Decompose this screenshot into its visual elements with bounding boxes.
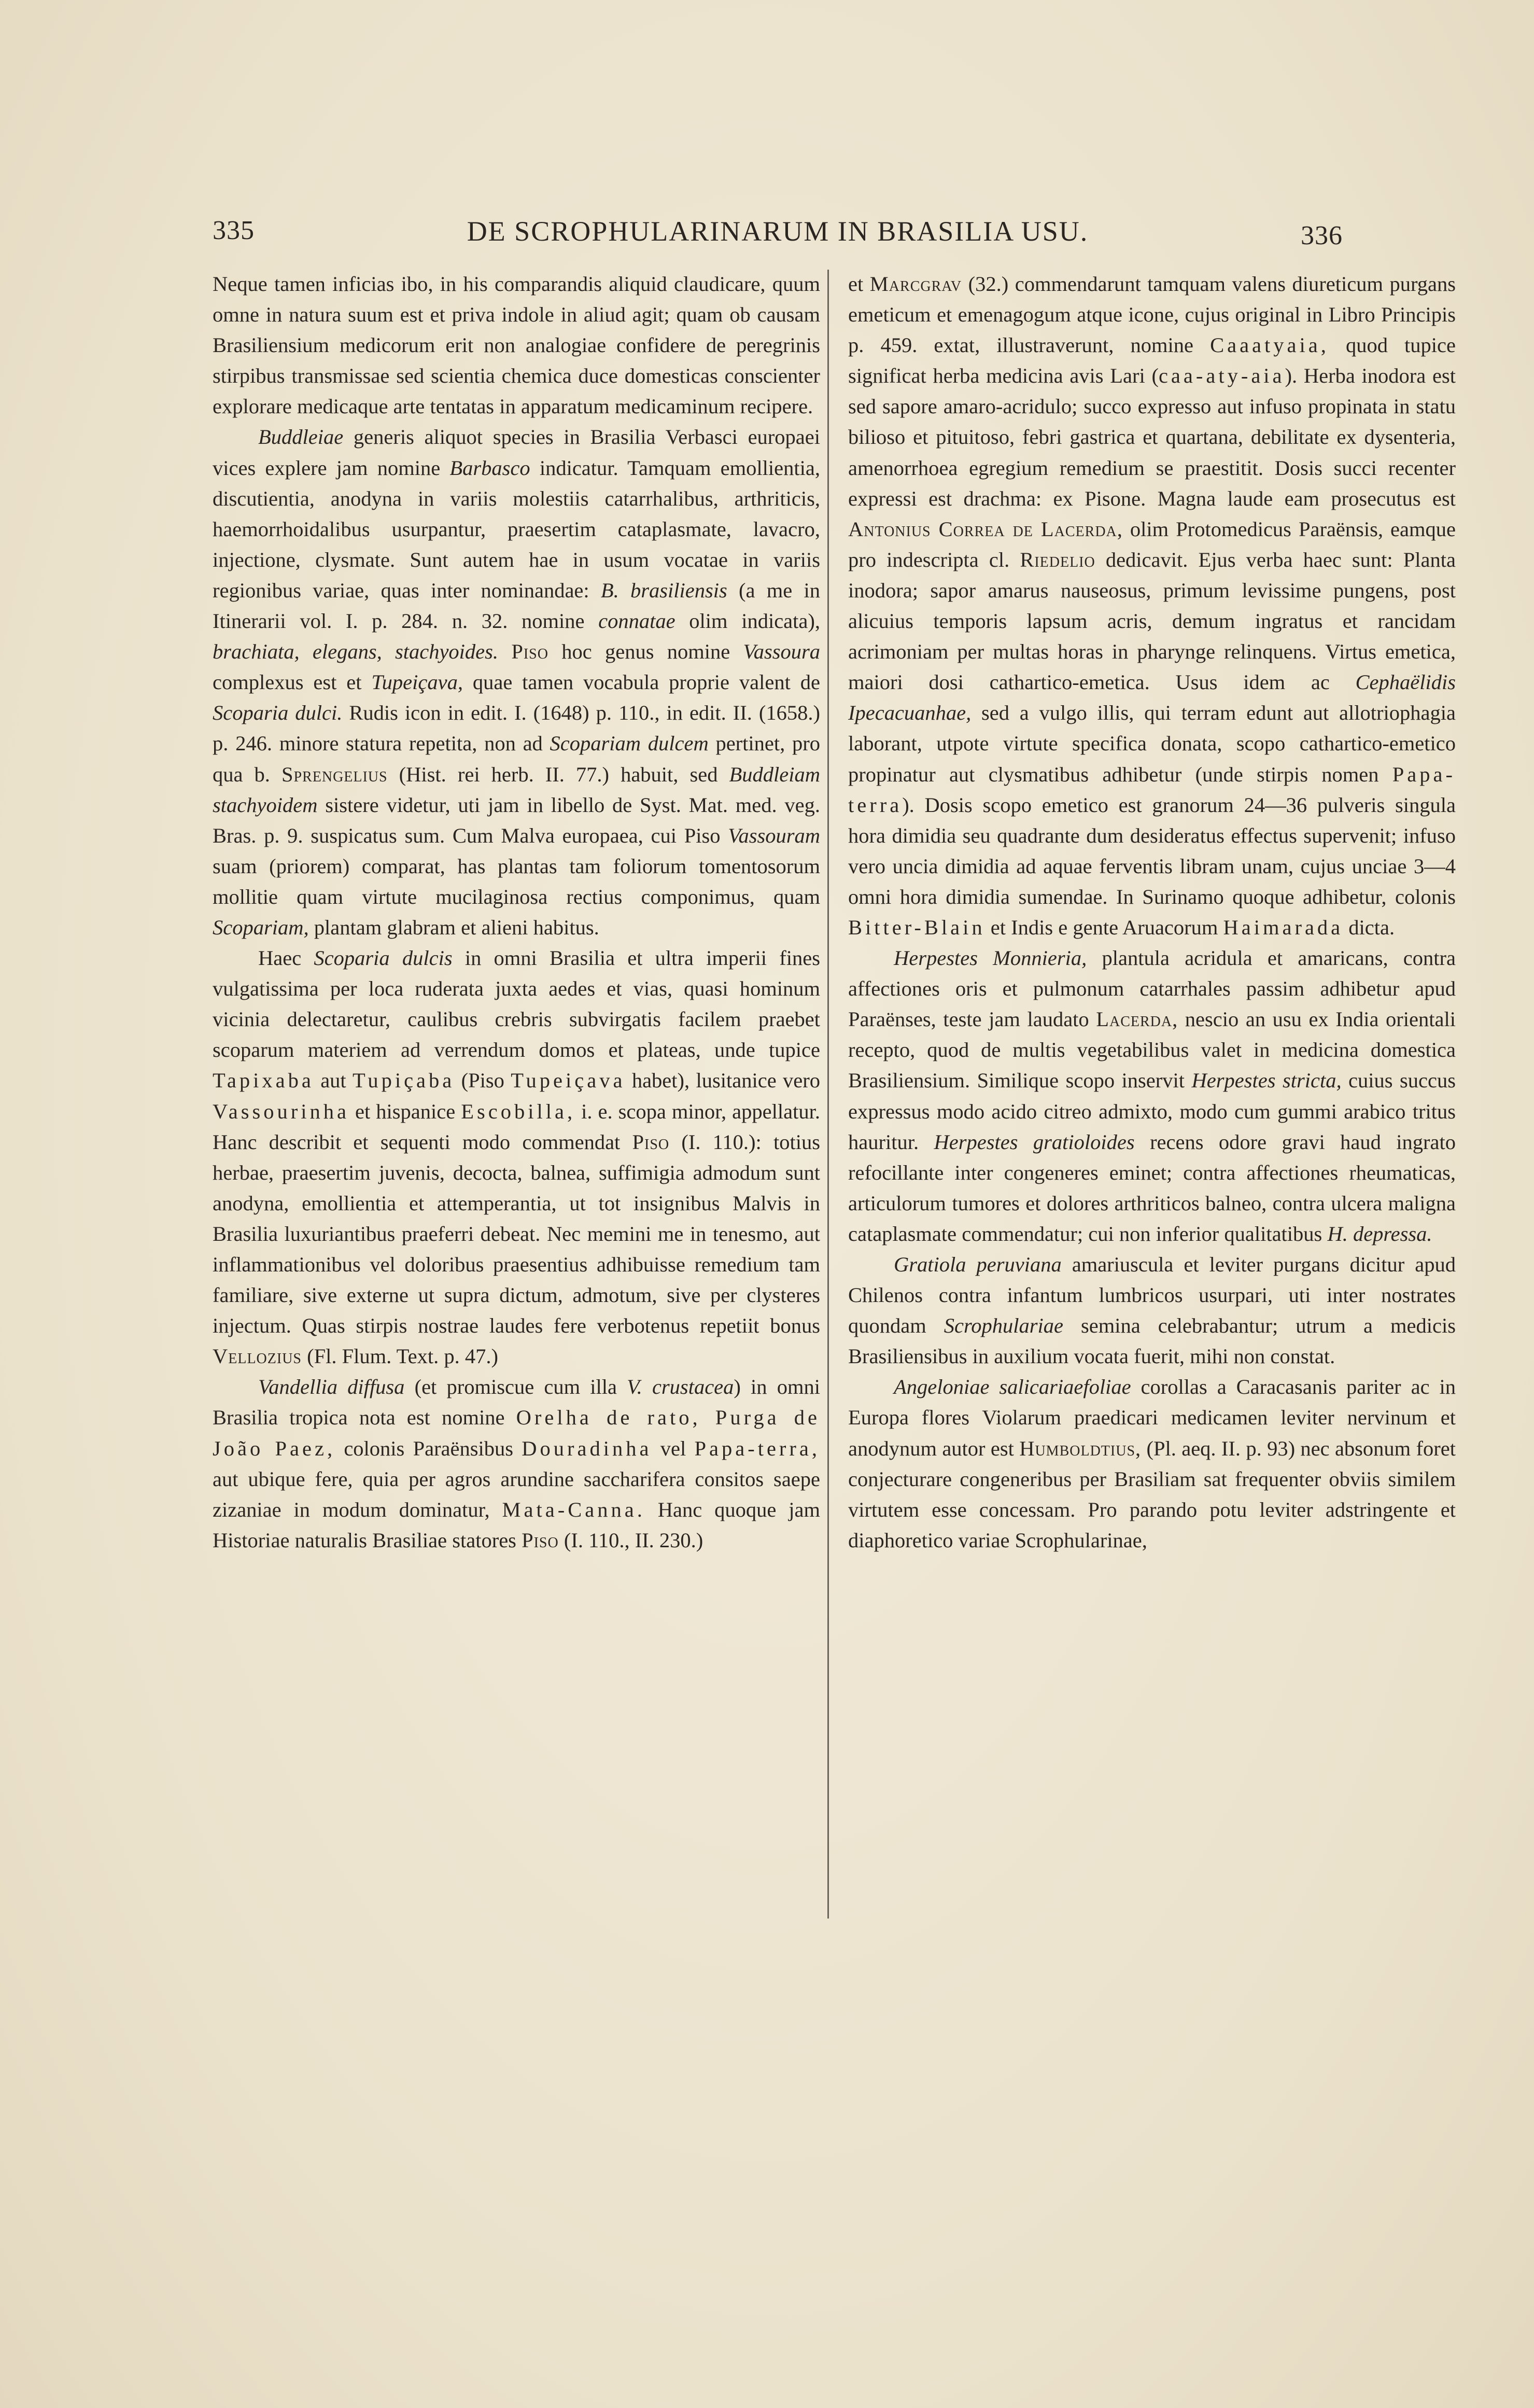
vernacular-name: Tupeiçava, bbox=[371, 670, 463, 694]
author-name: Lacerda, bbox=[1096, 1007, 1178, 1031]
paragraph bbox=[213, 1371, 820, 1556]
taxon-name: Scoparia dulci. bbox=[213, 701, 343, 725]
text-run: corollas a Caracasanis pariter ac in Europa flores Violarum praedicari medicamen leviter nervinum et anodynum autor est bbox=[848, 1375, 1456, 1460]
author-name: Riedelio bbox=[1020, 548, 1095, 571]
vernacular-name: caa-aty-aia bbox=[1158, 364, 1285, 388]
text-run: hoc genus nomine bbox=[548, 640, 743, 664]
text-run: habet), lusitanice vero bbox=[625, 1069, 820, 1093]
right-column bbox=[848, 269, 1456, 1556]
text-run: quae tamen vocabula proprie valent de bbox=[462, 670, 820, 694]
text-run: et Indis e gente Aruacorum bbox=[985, 915, 1223, 939]
text-run: plantula acridula et amaricans, contra affectiones oris et pulmonum catarrhales passim adhibetur apud Paraënses, teste jam laudato bbox=[848, 946, 1456, 1031]
vernacular-name: Papa-terra bbox=[848, 762, 1456, 817]
text-run: in omni Brasilia et ultra imperii fines vulgatissima per loca ruderata juxta aedes et vias, quasi hominum vicinia delectaretur, caulibus crebris subvirgatis facilem praebet scoparum materiem ad verrendum domos et plateas, unde tupice bbox=[213, 946, 820, 1062]
author-name: Piso bbox=[632, 1130, 670, 1154]
vernacular-name: Mata-Canna. bbox=[502, 1497, 645, 1521]
vernacular-name: Tupeiçava bbox=[511, 1069, 626, 1093]
text-run: nescio an usu ex India orientali recepto, quod de multis vegetabilibus valet in medicina domestica Brasiliensium. Similique scopo inservit bbox=[848, 1007, 1456, 1093]
paragraph bbox=[213, 422, 820, 943]
left-column bbox=[213, 269, 820, 1556]
taxon-name: brachiata, elegans, stachyoides. bbox=[213, 640, 499, 664]
author-name: Marcgrav bbox=[869, 272, 962, 296]
column-divider bbox=[827, 270, 829, 1919]
text-run: olim Protomedicus Paraënsis, eamque pro indescripta cl. bbox=[848, 517, 1456, 571]
vernacular-name: Vassoura bbox=[743, 640, 821, 664]
text-run: colonis Paraënsibus bbox=[335, 1436, 522, 1460]
paragraph bbox=[848, 1371, 1456, 1556]
text-run: complexus est et bbox=[213, 670, 372, 694]
author-name: Piso bbox=[511, 640, 548, 664]
text-run: semina celebrabantur; utrum a medicis Brasiliensibus in auxilium vocata fuerit, mihi non constat. bbox=[848, 1314, 1456, 1368]
text-run: suam (priorem) comparat, has plantas tam foliorum tomentosorum mollitie quam virtute mucilaginosa rectius componimus, quam bbox=[213, 854, 820, 908]
author-name: Humboldtius, bbox=[1019, 1436, 1142, 1460]
vernacular-name: Caaatyaia, bbox=[1210, 333, 1329, 357]
taxon-name: Herpestes stricta, bbox=[1191, 1069, 1342, 1093]
taxon-name: Buddleiae bbox=[258, 425, 344, 449]
vernacular-name: Douradinha bbox=[522, 1436, 652, 1460]
text-run: ). Herba inodora est sed sapore amaro-acridulo; succo expresso aut infuso propinata in statu bilioso et pituitoso, febri gastrica et quartana, debilitate ex dysenteria, amenorrhoea egregium remedium se praestitit. Dosis succi recenter expressi est drachma: ex Pisone. Magna laude eam prosecutus est bbox=[848, 364, 1456, 510]
page-header bbox=[213, 207, 1343, 254]
text-run: (et promiscue cum illa bbox=[404, 1375, 627, 1399]
text-run: generis aliquot species in Brasilia Verbasci europaei vices explere jam nomine bbox=[213, 425, 820, 480]
text-run: indicatur. Tamquam emollientia, discutientia, anodyna in variis molestiis catarrhalibus, arthriticis, haemorrhoidalibus usurpantur, praesertim cataplasmate, lavacro, injectione, clysmate. Sunt autem hae in usum vocatae in variis regionibus variae, quas inter nominandae: bbox=[213, 456, 820, 602]
text-run: sed a vulgo illis, qui terram edunt aut allotriophagia laborant, utpote virtute specifica donata, scopo cathartico-emetico propinatur aut clysmatibus adhibetur (unde stirpis nomen bbox=[848, 701, 1456, 786]
text-run: recens odore gravi haud ingrato refocillante inter congeneres eminet; contra affectiones rheumaticas, articulorum tumores et dolores arthriticos balneo, contra ulcera maligna cataplasmate commendatur; cui non inferior qualitatibus bbox=[848, 1130, 1456, 1245]
vernacular-name: Papa-terra, bbox=[694, 1436, 820, 1460]
text-run: sistere videtur, uti jam in libello de Syst. Mat. med. veg. Bras. p. 9. suspicatus sum. Cum Malva europaea, cui Piso bbox=[213, 793, 820, 847]
text-run: olim indicata), bbox=[675, 609, 820, 633]
vernacular-name: Vassouram bbox=[728, 823, 820, 847]
paragraph bbox=[848, 943, 1456, 1249]
page-number-left: 335 bbox=[213, 216, 255, 245]
paragraph bbox=[213, 943, 820, 1371]
text-run: (32.) commendarunt tamquam valens diureticum purgans emeticum et emenagogum atque icone, cujus original in Libro Principis p. 459. extat, illustraverunt, nomine bbox=[848, 272, 1456, 357]
paragraph bbox=[848, 269, 1456, 943]
text-run: (Piso bbox=[455, 1069, 511, 1093]
paragraph bbox=[848, 1249, 1456, 1371]
taxon-name: Angeloniae salicariaefoliae bbox=[894, 1375, 1131, 1399]
vernacular-name: Barbasco bbox=[449, 456, 530, 480]
taxon-name: Scopariam dulcem bbox=[550, 732, 709, 755]
text-run: (I. 110., II. 230.) bbox=[558, 1528, 703, 1552]
vernacular-name: Vassourinha bbox=[213, 1099, 349, 1123]
taxon-name: Vandellia diffusa bbox=[258, 1375, 405, 1399]
text-run: pertinet, pro qua b. bbox=[213, 732, 820, 786]
text-run: i. e. scopa minor, appellatur. Hanc describit et sequenti modo commendat bbox=[213, 1099, 820, 1154]
text-run: aut ubique fere, quia per agros arundine saccharifera consitos saepe zizaniae in modum dominatur, bbox=[213, 1467, 820, 1521]
text-run: ) in omni Brasilia tropica nota est nomine bbox=[213, 1375, 820, 1430]
text-run: (a me in Itinerarii vol. I. p. 284. n. 32. nomine bbox=[213, 578, 820, 633]
vernacular-name: Bitter-Blain bbox=[848, 915, 986, 939]
vernacular-name: Orelha de rato, Purga de João Paez, bbox=[213, 1406, 820, 1460]
text-run: ). Dosis scopo emetico est granorum 24—36 pulveris singula hora dimidia seu quadrante dum desideratus effectus supervenit; infuso vero uncia dimidia ad aquae ferventis libram unam, cujus unciae 3—4 omni hora dimidia sumendae. In Surinamo quoque adhibetur, colonis bbox=[848, 793, 1456, 908]
text-run: aut bbox=[314, 1069, 353, 1093]
text-run: et hispanice bbox=[349, 1099, 461, 1123]
author-name: Sprengelius bbox=[281, 762, 388, 786]
paragraph bbox=[213, 269, 820, 422]
text-run: (Fl. Flum. Text. p. 47.) bbox=[302, 1345, 498, 1368]
vernacular-name: Escobilla, bbox=[461, 1099, 576, 1123]
taxon-name: Buddleiam stachyoidem bbox=[213, 762, 820, 817]
taxon-name: Scopariam, bbox=[213, 915, 309, 939]
text-run: et bbox=[848, 272, 870, 296]
taxon-name: Cephaëlidis Ipecacuanhae, bbox=[848, 670, 1456, 725]
text-run: (Pl. aeq. II. p. 93) nec absonum foret conjecturare congeneribus per Brasiliam sat frequenter obviis similem virtutem esse concessam. Pro parando potu leviter adstringente et diaphoretico variae Scrophularinae, bbox=[848, 1436, 1456, 1552]
page-number-right: 336 bbox=[1301, 221, 1343, 250]
taxon-name: H. depressa. bbox=[1327, 1222, 1432, 1245]
taxon-name: Herpestes gratioloides bbox=[934, 1130, 1135, 1154]
vernacular-name: Haimarada bbox=[1223, 915, 1344, 939]
text-run: amariuscula et leviter purgans dicitur apud Chilenos contra infantum lumbricos usurpari, uti inter nostrates quondam bbox=[848, 1253, 1456, 1338]
author-name: Piso bbox=[522, 1528, 559, 1552]
vernacular-name: Tapixaba bbox=[213, 1069, 314, 1093]
text-run: (Hist. rei herb. II. 77.) habuit, sed bbox=[387, 762, 729, 786]
taxon-name: Scrophulariae bbox=[944, 1314, 1063, 1338]
taxon-name: Scoparia dulcis bbox=[314, 946, 453, 970]
text-run: Hanc quoque jam Historiae naturalis Brasiliae statores bbox=[213, 1497, 821, 1552]
text-run: Neque tamen inficias ibo, in his comparandis aliquid claudicare, quum omne in natura suum est et priva indole in aliud agit; quam ob causam Brasiliensium medicorum erit non analogiae confidere de peregrinis stirpibus transmissae sed scientia chemica duce domesticas conscienter explorare medicaque arte tentatas in apparatum medicaminum recipere. bbox=[213, 272, 820, 418]
taxon-name: B. brasiliensis bbox=[600, 578, 727, 602]
text-run bbox=[498, 640, 511, 663]
taxon-name: connatae bbox=[598, 609, 675, 633]
taxon-name: Gratiola peruviana bbox=[894, 1253, 1062, 1276]
text-run: cuius succus expressus modo acido citreo admixto, modo cum gummi arabico tritus hauritur. bbox=[848, 1069, 1456, 1154]
text-run: Rudis icon in edit. I. (1648) p. 110., in edit. II. (1658.) p. 246. minore statura repetita, non ad bbox=[213, 701, 820, 755]
text-run: vel bbox=[652, 1436, 695, 1460]
taxon-name: Herpestes Monnieria, bbox=[894, 946, 1087, 970]
text-run: (I. 110.): totius herbae, praesertim juvenis, decocta, balnea, suffimigia admodum sunt anodyna, emollientia et attemperantia, ut tot insignibus Malvis in Brasilia luxuriantibus praeferri debeat. Nec memini me in tenesmo, aut inflammationibus vel doloribus praesentius adhibuisse remedium tam familiare, sive externe ut supra dictum, admotum, sive per clysteres injectum. Quas stirpis nostrae laudes fere verbotenus repetiit bonus bbox=[213, 1130, 820, 1338]
text-run: quod tupice significat herba medicina avis Lari ( bbox=[848, 333, 1456, 388]
text-run: plantam glabram et alieni habitus. bbox=[308, 915, 599, 939]
taxon-name: V. crustacea bbox=[627, 1375, 734, 1399]
vernacular-name: Tupiçaba bbox=[353, 1069, 455, 1093]
text-run: Haec bbox=[258, 946, 314, 970]
author-name: Vellozius bbox=[213, 1345, 302, 1368]
text-run: dicta. bbox=[1343, 915, 1395, 939]
author-name: Antonius Correa de Lacerda, bbox=[848, 517, 1123, 541]
running-title: DE SCROPHULARINARUM IN BRASILIA USU. bbox=[467, 216, 1089, 247]
text-run: dedicavit. Ejus verba haec sunt: Planta inodora; sapor amarus nauseosus, primum levissime pungens, post alicuius temporis lapsum acris, demum ingratus et rancidam acrimoniam per multas horas in pharynge relinquens. Virtus emetica, maiori dosi cathartico-emetica. Usus idem ac bbox=[848, 548, 1456, 694]
